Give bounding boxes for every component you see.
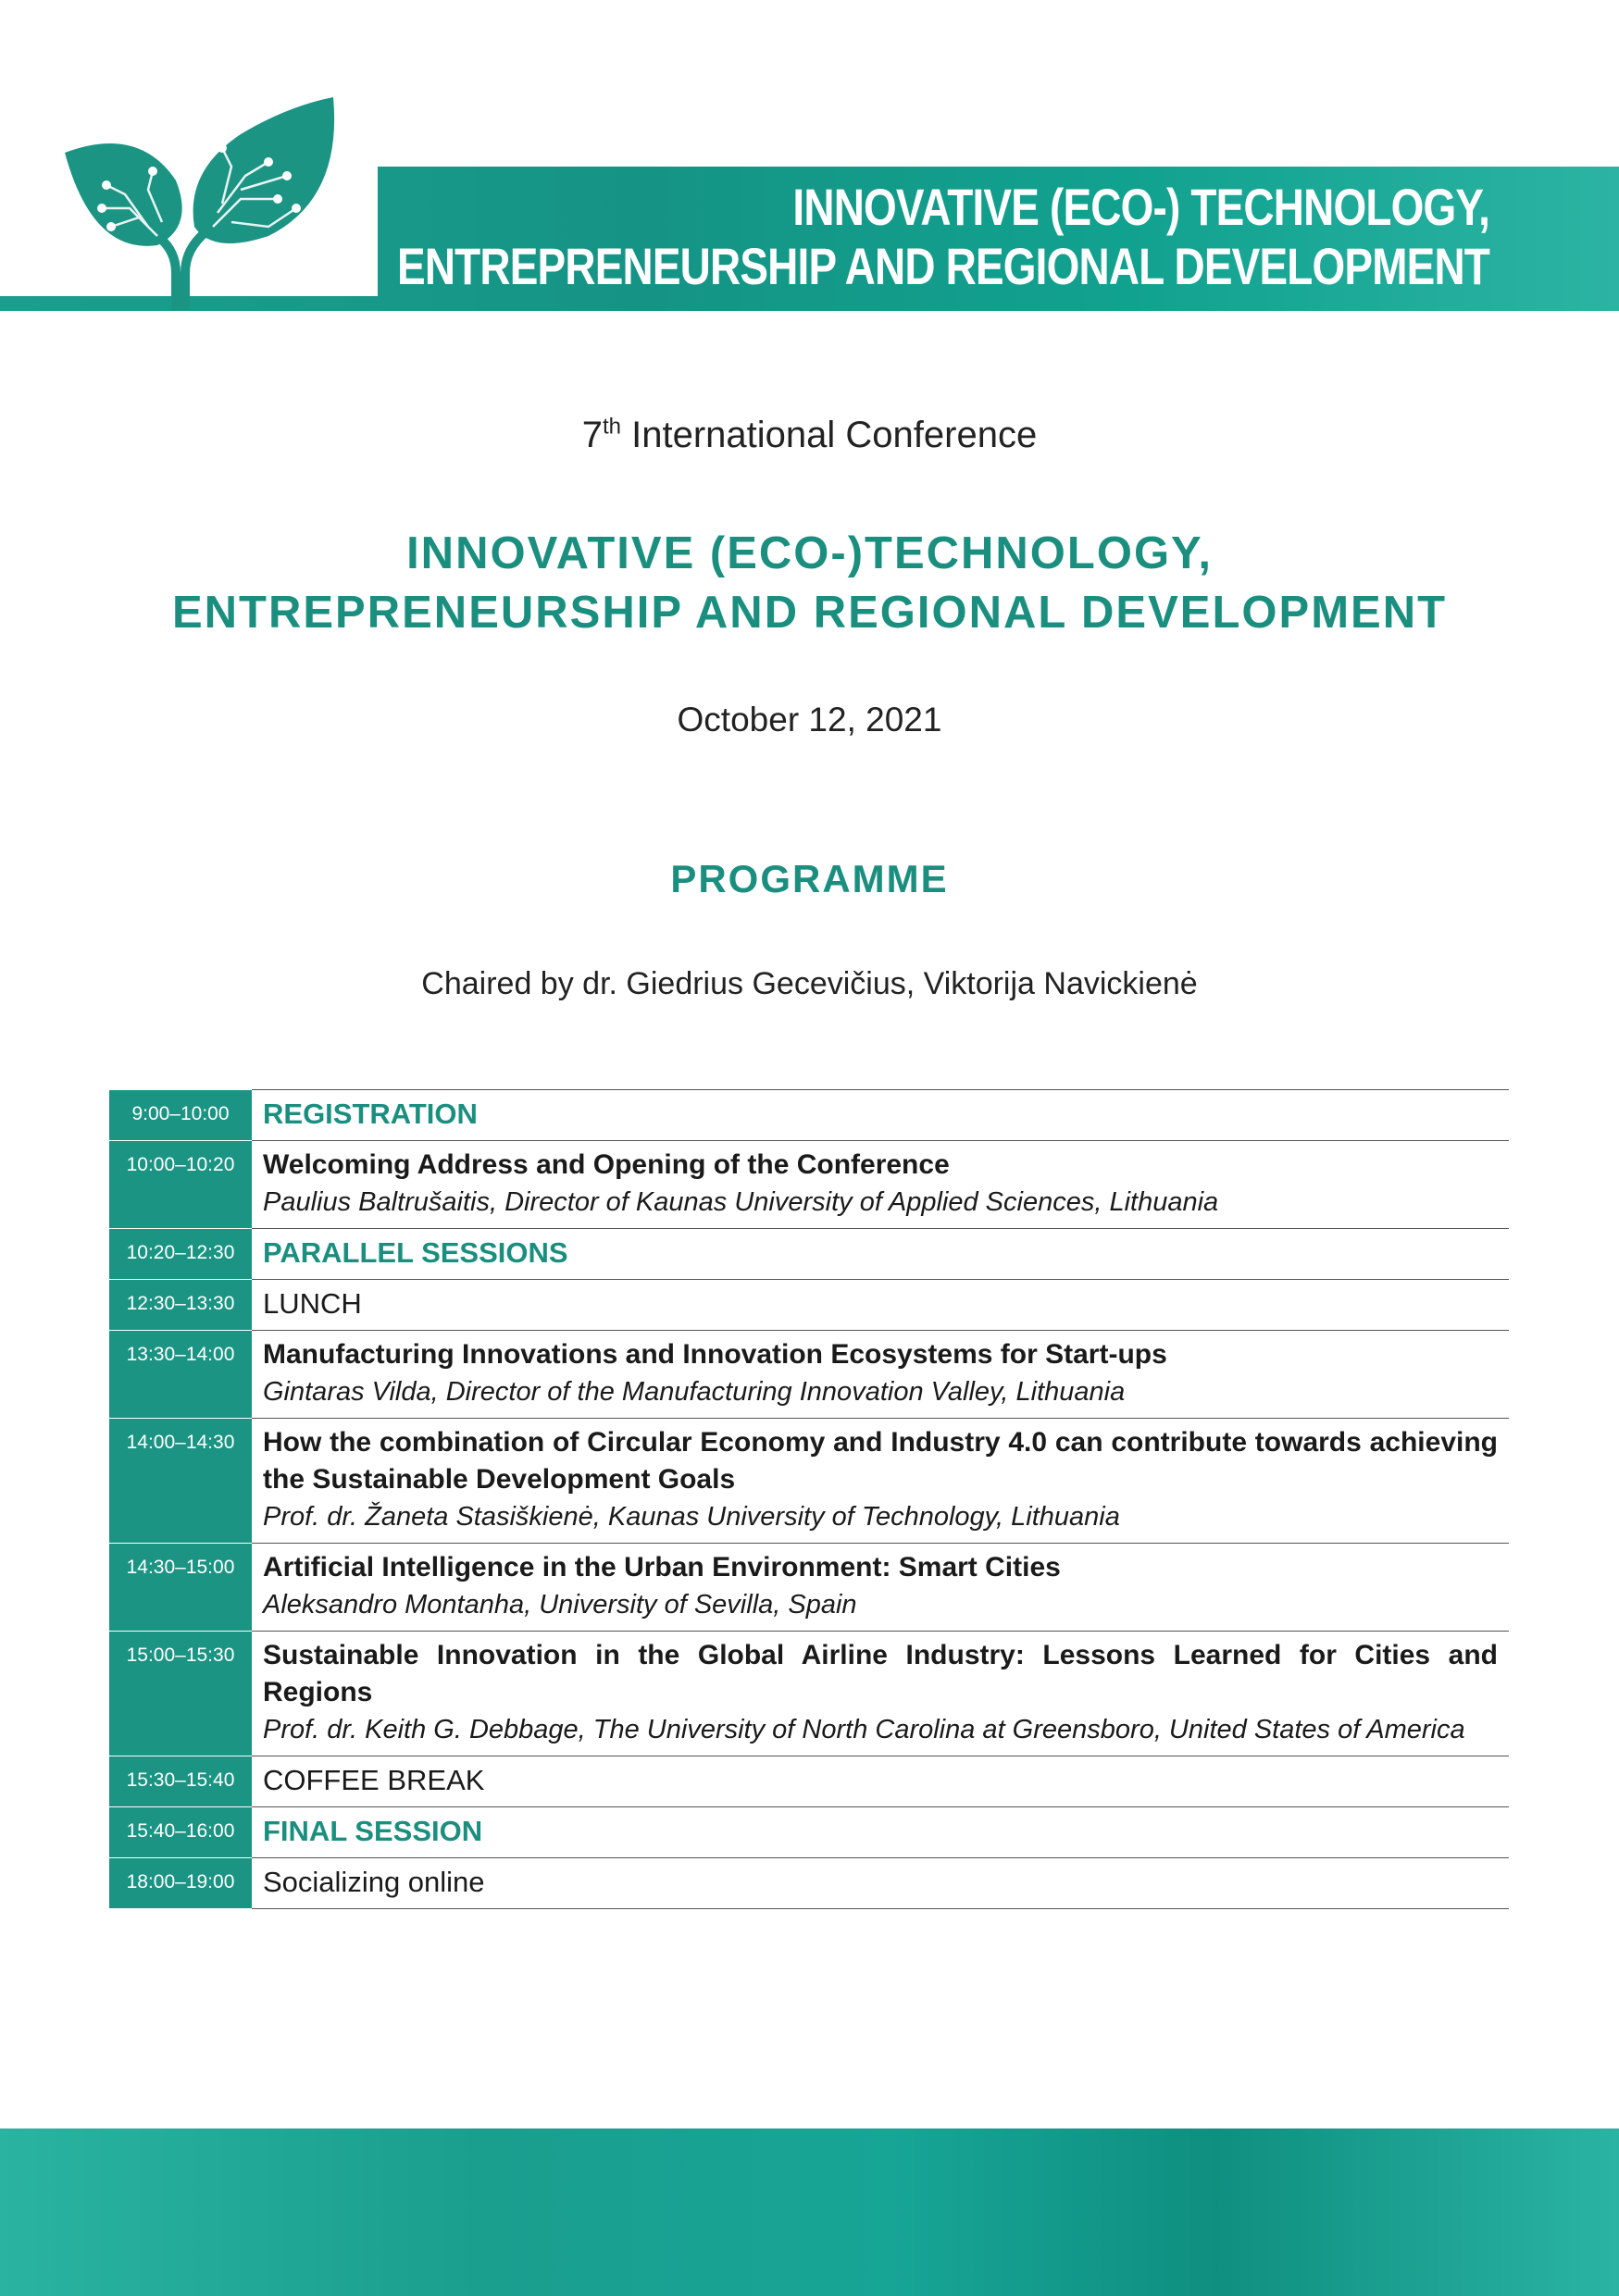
- schedule-title: COFFEE BREAK: [263, 1764, 485, 1796]
- conference-title: [0, 524, 1619, 642]
- conference-title-line2: ENTREPRENEURSHIP AND REGIONAL DEVELOPMENT: [171, 588, 1448, 638]
- conference-ordinal: 7: [581, 415, 604, 455]
- schedule-time: 10:00–10:20: [109, 1141, 252, 1229]
- schedule-time: 13:30–14:00: [109, 1331, 252, 1419]
- schedule-row: [109, 1331, 1509, 1419]
- schedule-speaker: Aleksandro Montanha, University of Sevilla, Spain: [263, 1590, 857, 1620]
- schedule-table: [109, 1089, 1509, 1909]
- schedule-title: Artificial Intelligence in the Urban Environment: Smart Cities: [263, 1552, 1061, 1582]
- chaired-by: Chaired by dr. Giedrius Gecevičius, Viktorija Navickienė: [421, 966, 1198, 1001]
- conference-label: [0, 415, 1619, 456]
- schedule-time: 10:20–12:30: [109, 1229, 252, 1280]
- schedule-row: [109, 1229, 1509, 1280]
- schedule-content: [252, 1632, 1509, 1756]
- header-title: [397, 178, 1489, 296]
- schedule-speaker: Prof. dr. Keith G. Debbage, The University of North Carolina at Greensboro, United States of America: [263, 1715, 1465, 1744]
- schedule-row: [109, 1807, 1509, 1858]
- schedule-speaker: Paulius Baltrušaitis, Director of Kaunas University of Applied Sciences, Lithuania: [263, 1187, 1219, 1217]
- schedule-title: FINAL SESSION: [263, 1815, 483, 1847]
- schedule-time: 15:40–16:00: [109, 1807, 252, 1858]
- schedule-time: 9:00–10:00: [109, 1090, 252, 1141]
- schedule-title: Sustainable Innovation in the Global Airline Industry: Lessons Learned for Cities and Regions: [263, 1640, 1498, 1707]
- schedule-row: [109, 1632, 1509, 1756]
- circuit-leaf-sprout-icon: [56, 88, 361, 310]
- schedule-row: [109, 1858, 1509, 1909]
- schedule-time: 15:00–15:30: [109, 1632, 252, 1756]
- schedule-title: Welcoming Address and Opening of the Conference: [263, 1149, 950, 1180]
- schedule-row: [109, 1141, 1509, 1229]
- schedule-content: [252, 1141, 1509, 1229]
- schedule-content: [252, 1756, 1509, 1807]
- schedule-time: 12:30–13:30: [109, 1280, 252, 1331]
- schedule-time: 18:00–19:00: [109, 1858, 252, 1909]
- schedule-row: [109, 1280, 1509, 1331]
- schedule-title: Manufacturing Innovations and Innovation Ecosystems for Start-ups: [263, 1339, 1167, 1370]
- schedule-row: [109, 1419, 1509, 1544]
- schedule-content: [252, 1229, 1509, 1280]
- conference-ordinal-suffix: th: [603, 414, 622, 440]
- schedule-content: [252, 1544, 1509, 1632]
- conference-title-line1: INNOVATIVE (ECO-)TECHNOLOGY,: [406, 528, 1213, 578]
- schedule-title: Socializing online: [263, 1866, 485, 1898]
- conference-label-text: International Conference: [621, 415, 1038, 455]
- schedule-time: 15:30–15:40: [109, 1756, 252, 1807]
- schedule-title: REGISTRATION: [263, 1098, 478, 1130]
- schedule-title: LUNCH: [263, 1287, 362, 1320]
- schedule-title: How the combination of Circular Economy and Industry 4.0 can contribute towards achieving the Sustainable Development Goals: [263, 1427, 1498, 1495]
- schedule-content: [252, 1419, 1509, 1544]
- schedule-content: [252, 1807, 1509, 1858]
- schedule-speaker: Gintaras Vilda, Director of the Manufacturing Innovation Valley, Lithuania: [263, 1377, 1126, 1407]
- schedule-content: [252, 1331, 1509, 1419]
- conference-date: October 12, 2021: [677, 701, 942, 738]
- schedule-row: [109, 1090, 1509, 1141]
- schedule-content: [252, 1858, 1509, 1909]
- schedule-time: 14:00–14:30: [109, 1419, 252, 1544]
- footer-band: [0, 2128, 1619, 2296]
- schedule-content: [252, 1090, 1509, 1141]
- schedule-row: [109, 1756, 1509, 1807]
- header-title-line1: INNOVATIVE (ECO-) TECHNOLOGY,: [792, 178, 1489, 236]
- schedule-time: 14:30–15:00: [109, 1544, 252, 1632]
- schedule-speaker: Prof. dr. Žaneta Stasiškienė, Kaunas University of Technology, Lithuania: [263, 1502, 1120, 1532]
- header-title-line2: ENTREPRENEURSHIP AND REGIONAL DEVELOPMENT: [396, 237, 1489, 295]
- schedule-content: [252, 1280, 1509, 1331]
- schedule-row: [109, 1544, 1509, 1632]
- schedule-title: PARALLEL SESSIONS: [263, 1236, 568, 1269]
- programme-heading: PROGRAMME: [670, 857, 949, 900]
